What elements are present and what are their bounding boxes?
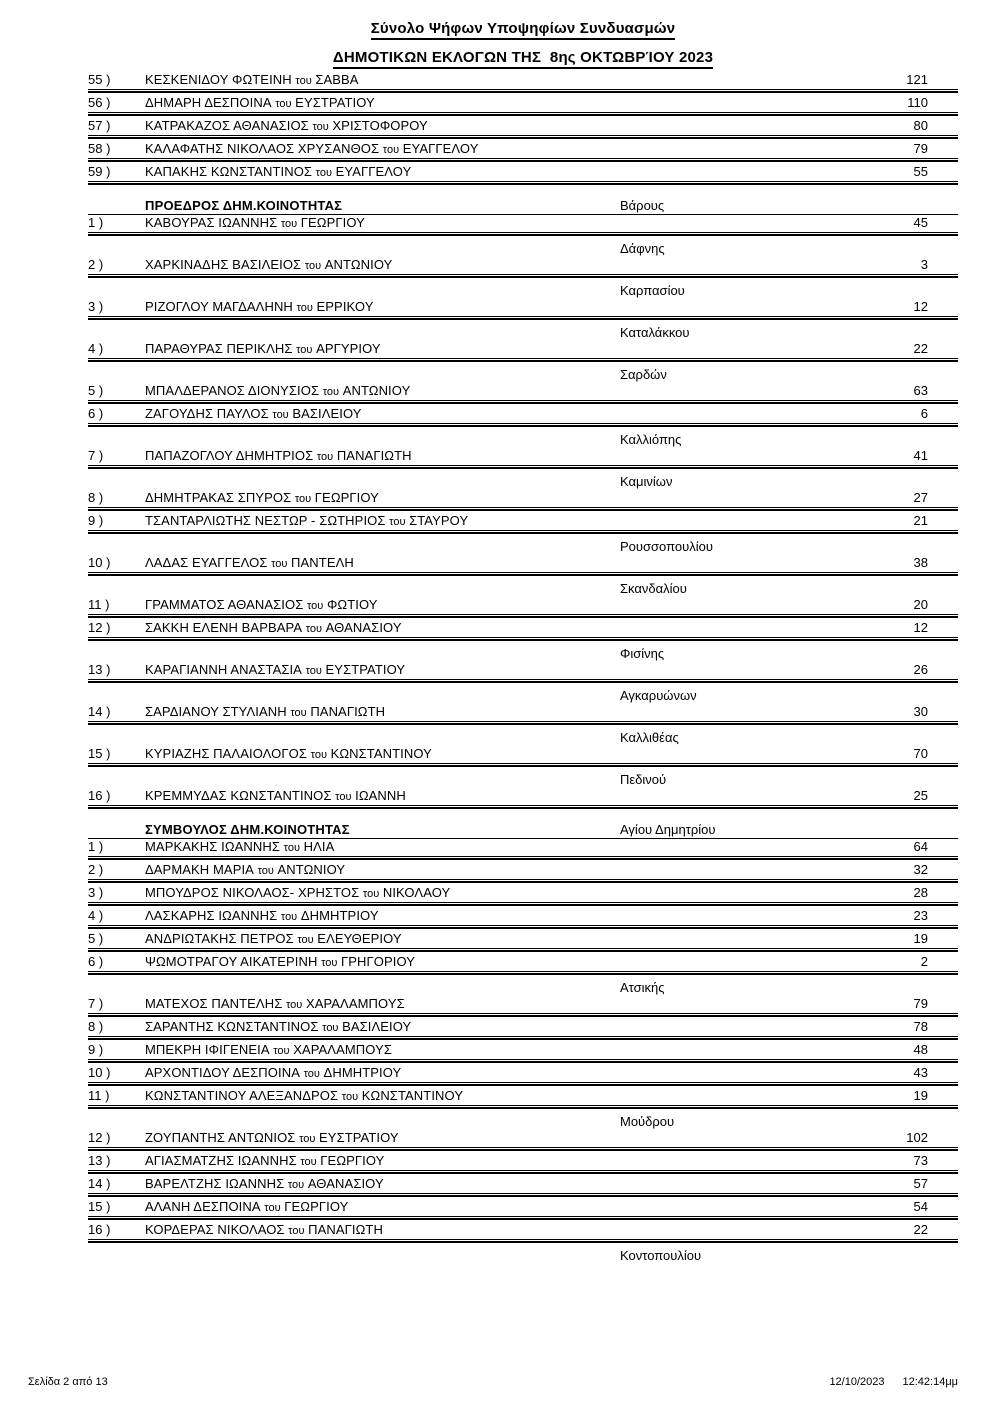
patronymic-connector: του bbox=[280, 911, 298, 923]
vote-count: 48 bbox=[913, 1042, 928, 1057]
candidate-name: ΜΑΡΚΑΚΗΣ ΙΩΑΝΝΗΣ bbox=[145, 839, 281, 854]
patronymic-connector: του bbox=[295, 75, 312, 87]
vote-count: 21 bbox=[913, 513, 928, 528]
vote-count: 80 bbox=[913, 118, 928, 133]
vote-count: 43 bbox=[913, 1065, 928, 1080]
candidate-row bbox=[88, 746, 958, 764]
candidate-patronymic: ΙΩΑΝΝΗ bbox=[355, 788, 406, 803]
vote-count: 78 bbox=[913, 1019, 928, 1034]
vote-count: 54 bbox=[913, 1199, 928, 1214]
candidate-row bbox=[88, 555, 958, 573]
candidate-patronymic: ΗΛΙΑ bbox=[303, 839, 335, 854]
report-title: Σύνολο Ψήφων Υποψηφίων Συνδυασμών bbox=[371, 21, 676, 40]
patronymic-connector: του bbox=[306, 600, 324, 612]
candidate-number: 14 ) bbox=[88, 704, 111, 719]
candidate-number: 4 ) bbox=[88, 908, 104, 923]
candidate-row bbox=[88, 620, 958, 638]
candidate-patronymic: ΣΤΑΥΡΟΥ bbox=[409, 513, 469, 528]
candidate-patronymic: ΒΑΣΙΛΕΙΟΥ bbox=[292, 406, 362, 421]
candidate-name: ΠΑΠΑΖΟΓΛΟΥ ΔΗΜΗΤΡΙΟΣ bbox=[145, 448, 314, 463]
vote-count: 73 bbox=[913, 1153, 928, 1168]
community-row bbox=[88, 433, 958, 446]
patronymic-connector: του bbox=[382, 144, 400, 156]
candidate-number: 3 ) bbox=[88, 299, 104, 314]
candidate-number: 7 ) bbox=[88, 996, 104, 1011]
patronymic-connector: του bbox=[283, 842, 300, 854]
candidate-patronymic: ΦΩΤΙΟΥ bbox=[326, 597, 378, 612]
candidate-number: 5 ) bbox=[88, 931, 104, 946]
candidate-number: 8 ) bbox=[88, 490, 104, 505]
community-name: Σκανδαλίου bbox=[620, 581, 687, 596]
candidate-number: 13 ) bbox=[88, 1153, 111, 1168]
candidate-number: 3 ) bbox=[88, 885, 104, 900]
candidate-name: ΚΑΛΑΦΑΤΗΣ ΝΙΚΟΛΑΟΣ ΧΡΥΣΑΝΘΟΣ bbox=[145, 141, 380, 156]
candidate-patronymic: ΠΑΝΑΓΙΩΤΗ bbox=[310, 704, 386, 719]
candidate-patronymic: ΕΥΑΓΓΕΛΟΥ bbox=[335, 164, 412, 179]
candidate-name: ΡΙΖΟΓΛΟΥ ΜΑΓΔΑΛΗΝΗ bbox=[145, 299, 293, 314]
candidate-patronymic: ΚΩΝΣΤΑΝΤΙΝΟΥ bbox=[361, 1088, 464, 1103]
candidate-row bbox=[88, 490, 958, 508]
candidate-number: 13 ) bbox=[88, 662, 111, 677]
candidate-patronymic: ΑΘΑΝΑΣΙΟΥ bbox=[325, 620, 402, 635]
community-name: Καλλιθέας bbox=[620, 730, 679, 745]
patronymic-connector: του bbox=[299, 1133, 316, 1145]
candidate-row bbox=[88, 513, 958, 531]
patronymic-connector: του bbox=[304, 260, 322, 272]
candidate-number: 57 ) bbox=[88, 118, 111, 133]
candidate-number: 7 ) bbox=[88, 448, 104, 463]
candidate-name: ΚΟΡΔΕΡΑΣ ΝΙΚΟΛΑΟΣ bbox=[145, 1222, 285, 1237]
candidate-number: 10 ) bbox=[88, 1065, 111, 1080]
candidate-number: 1 ) bbox=[88, 215, 104, 230]
candidate-patronymic: ΒΑΣΙΛΕΙΟΥ bbox=[342, 1019, 412, 1034]
candidate-number: 14 ) bbox=[88, 1176, 111, 1191]
candidate-row bbox=[88, 1019, 958, 1037]
candidate-patronymic: ΔΗΜΗΤΡΙΟΥ bbox=[323, 1065, 402, 1080]
candidate-row bbox=[88, 1199, 958, 1217]
candidate-patronymic: ΝΙΚΟΛΑΟΥ bbox=[382, 885, 451, 900]
community-row bbox=[88, 731, 958, 744]
candidate-number: 11 ) bbox=[88, 1088, 110, 1103]
community-name: Φισίνης bbox=[620, 646, 665, 661]
patronymic-connector: του bbox=[275, 98, 292, 110]
candidate-number: 2 ) bbox=[88, 862, 104, 877]
candidate-patronymic: ΣΑΒΒΑ bbox=[315, 72, 359, 87]
community-row bbox=[88, 1115, 958, 1128]
community-row bbox=[88, 582, 958, 595]
candidate-number: 8 ) bbox=[88, 1019, 104, 1034]
community-row bbox=[88, 368, 958, 381]
patronymic-connector: του bbox=[310, 749, 327, 761]
patronymic-connector: του bbox=[321, 957, 338, 969]
print-datetime bbox=[829, 1376, 958, 1388]
candidate-row bbox=[88, 141, 958, 159]
candidate-number: 10 ) bbox=[88, 555, 111, 570]
candidate-patronymic: ΕΛΕΥΘΕΡΙΟΥ bbox=[317, 931, 402, 946]
patronymic-connector: του bbox=[294, 493, 312, 505]
candidate-patronymic: ΕΥΣΤΡΑΤΙΟΥ bbox=[319, 1130, 399, 1145]
community-name: Βάρους bbox=[620, 198, 665, 213]
community-name: Σαρδών bbox=[620, 367, 667, 382]
community-name: Ρουσσοπουλίου bbox=[620, 539, 713, 554]
candidate-row bbox=[88, 448, 958, 466]
vote-count: 3 bbox=[920, 257, 928, 272]
vote-count: 30 bbox=[913, 704, 928, 719]
candidate-row bbox=[88, 1176, 958, 1194]
candidate-number: 4 ) bbox=[88, 341, 104, 356]
patronymic-connector: του bbox=[290, 707, 307, 719]
candidate-row bbox=[88, 383, 958, 401]
community-name: Πεδινού bbox=[620, 772, 667, 787]
vote-count: 41 bbox=[913, 448, 928, 463]
candidate-name: ΒΑΡΕΛΤΖΗΣ ΙΩΑΝΝΗΣ bbox=[145, 1176, 285, 1191]
candidate-patronymic: ΓΕΩΡΓΙΟΥ bbox=[284, 1199, 349, 1214]
candidate-number: 2 ) bbox=[88, 257, 104, 272]
patronymic-connector: του bbox=[280, 218, 298, 230]
patronymic-connector: του bbox=[297, 934, 314, 946]
community-row bbox=[88, 981, 958, 994]
vote-count: 121 bbox=[906, 72, 928, 87]
page-footer bbox=[28, 1376, 958, 1388]
candidate-row bbox=[88, 215, 958, 233]
patronymic-connector: του bbox=[296, 344, 313, 356]
candidate-name: ΨΩΜΟΤΡΑΓΟΥ ΑΙΚΑΤΕΡΙΝΗ bbox=[145, 954, 318, 969]
community-name: Ατσικής bbox=[620, 980, 665, 995]
candidate-patronymic: ΔΗΜΗΤΡΙΟΥ bbox=[300, 908, 379, 923]
candidate-name: ΑΛΑΝΗ ΔΕΣΠΟΙΝΑ bbox=[145, 1199, 261, 1214]
community-name: Καμινίων bbox=[620, 474, 673, 489]
page-number-label: Σελίδα 2 από 13 bbox=[28, 1376, 108, 1388]
patronymic-connector: του bbox=[287, 1179, 305, 1191]
candidate-name: ΣΑΚΚΗ ΕΛΕΝΗ ΒΑΡΒΑΡΑ bbox=[145, 620, 303, 635]
candidate-row bbox=[88, 95, 958, 113]
candidate-number: 15 ) bbox=[88, 746, 111, 761]
candidate-row bbox=[88, 931, 958, 949]
results-table bbox=[88, 72, 958, 1262]
candidate-patronymic: ΧΑΡΑΛΑΜΠΟΥΣ bbox=[293, 1042, 392, 1057]
vote-count: 28 bbox=[913, 885, 928, 900]
candidate-number: 9 ) bbox=[88, 513, 104, 528]
vote-count: 110 bbox=[907, 95, 928, 110]
candidate-name: ΖΑΓΟΥΔΗΣ ΠΑΥΛΟΣ bbox=[145, 406, 269, 421]
candidate-name: ΛΑΣΚΑΡΗΣ ΙΩΑΝΝΗΣ bbox=[145, 908, 278, 923]
patronymic-connector: του bbox=[312, 121, 329, 133]
candidate-row bbox=[88, 164, 958, 182]
candidate-patronymic: ΕΡΡΙΚΟΥ bbox=[316, 299, 374, 314]
candidate-name: ΚΡΕΜΜΥΔΑΣ ΚΩΝΣΤΑΝΤΙΝΟΣ bbox=[145, 788, 332, 803]
candidate-name: ΔΑΡΜΑΚΗ ΜΑΡΙΑ bbox=[145, 862, 254, 877]
candidate-patronymic: ΠΑΝΑΓΙΩΤΗ bbox=[336, 448, 412, 463]
patronymic-connector: του bbox=[303, 1068, 320, 1080]
candidate-patronymic: ΑΝΤΩΝΙΟΥ bbox=[324, 257, 393, 272]
vote-count: 64 bbox=[913, 839, 928, 854]
candidate-name: ΛΑΔΑΣ ΕΥΑΓΓΕΛΟΣ bbox=[145, 555, 268, 570]
candidate-name: ΜΠΟΥΔΡΟΣ ΝΙΚΟΛΑΟΣ- ΧΡΗΣΤΟΣ bbox=[145, 885, 360, 900]
vote-count: 22 bbox=[913, 341, 928, 356]
candidate-name: ΜΑΤΕΧΟΣ ΠΑΝΤΕΛΗΣ bbox=[145, 996, 283, 1011]
candidate-name: ΠΑΡΑΘΥΡΑΣ ΠΕΡΙΚΛΗΣ bbox=[145, 341, 293, 356]
candidate-name: ΚΕΣΚΕΝΙΔΟΥ ΦΩΤΕΙΝΗ bbox=[145, 72, 292, 87]
candidate-name: ΚΩΝΣΤΑΝΤΙΝΟΥ ΑΛΕΞΑΝΔΡΟΣ bbox=[145, 1088, 339, 1103]
patronymic-connector: του bbox=[272, 409, 289, 421]
community-name: Μούδρου bbox=[620, 1114, 675, 1129]
candidate-number: 11 ) bbox=[88, 597, 110, 612]
candidate-name: ΑΝΔΡΙΩΤΑΚΗΣ ΠΕΤΡΟΣ bbox=[145, 931, 294, 946]
vote-count: 12 bbox=[913, 620, 928, 635]
candidate-patronymic: ΑΝΤΩΝΙΟΥ bbox=[342, 383, 411, 398]
candidate-name: ΚΑΒΟΥΡΑΣ ΙΩΑΝΝΗΣ bbox=[145, 215, 278, 230]
print-time: 12:42:14μμ bbox=[902, 1376, 958, 1388]
report-subtitle: ΔΗΜΟΤΙΚΩΝ ΕΚΛΟΓΩΝ ΤΗΣ 8ης ΟΚΤΩΒΡΊΟΥ 2023 bbox=[333, 50, 713, 69]
vote-count: 2 bbox=[920, 954, 928, 969]
report-header bbox=[88, 20, 958, 69]
patronymic-connector: του bbox=[264, 1202, 281, 1214]
candidate-row bbox=[88, 996, 958, 1014]
community-row bbox=[88, 540, 958, 553]
candidate-patronymic: ΓΕΩΡΓΙΟΥ bbox=[300, 215, 365, 230]
candidate-number: 5 ) bbox=[88, 383, 104, 398]
candidate-name: ΑΓΙΑΣΜΑΤΖΗΣ ΙΩΑΝΝΗΣ bbox=[145, 1153, 297, 1168]
community-row bbox=[88, 284, 958, 297]
candidate-row bbox=[88, 662, 958, 680]
candidate-name: ΣΑΡΔΙΑΝΟΥ ΣΤΥΛΙΑΝΗ bbox=[145, 704, 287, 719]
patronymic-connector: του bbox=[300, 1156, 317, 1168]
vote-count: 12 bbox=[913, 299, 928, 314]
vote-count: 19 bbox=[913, 1088, 928, 1103]
candidate-number: 59 ) bbox=[88, 164, 111, 179]
patronymic-connector: του bbox=[273, 1045, 290, 1057]
section-title: ΠΡΟΕΔΡΟΣ ΔΗΜ.ΚΟΙΝΟΤΗΤΑΣ bbox=[145, 198, 343, 213]
patronymic-connector: του bbox=[362, 888, 380, 900]
community-name: Κοντοπουλίου bbox=[620, 1248, 702, 1263]
vote-count: 63 bbox=[913, 383, 928, 398]
vote-count: 32 bbox=[913, 862, 928, 877]
community-row bbox=[88, 242, 958, 255]
community-row bbox=[88, 689, 958, 702]
vote-count: 55 bbox=[913, 164, 928, 179]
candidate-row bbox=[88, 862, 958, 880]
candidate-patronymic: ΓΡΗΓΟΡΙΟΥ bbox=[341, 954, 416, 969]
patronymic-connector: του bbox=[271, 558, 288, 570]
print-date: 12/10/2023 bbox=[829, 1376, 885, 1388]
vote-count: 22 bbox=[913, 1222, 928, 1237]
section-header-row bbox=[88, 198, 958, 215]
candidate-name: ΚΥΡΙΑΖΗΣ ΠΑΛΑΙΟΛΟΓΟΣ bbox=[145, 746, 308, 761]
candidate-name: ΖΟΥΠΑΝΤΗΣ ΑΝΤΩΝΙΟΣ bbox=[145, 1130, 296, 1145]
candidate-number: 12 ) bbox=[88, 1130, 111, 1145]
community-name: Καλλιόπης bbox=[620, 432, 682, 447]
vote-count: 27 bbox=[913, 490, 928, 505]
candidate-row bbox=[88, 406, 958, 424]
candidate-name: ΚΑΡΑΓΙΑΝΝΗ ΑΝΑΣΤΑΣΙΑ bbox=[145, 662, 302, 677]
candidate-number: 9 ) bbox=[88, 1042, 104, 1057]
candidate-row bbox=[88, 118, 958, 136]
candidate-name: ΣΑΡΑΝΤΗΣ ΚΩΝΣΤΑΝΤΙΝΟΣ bbox=[145, 1019, 319, 1034]
candidate-name: ΤΣΑΝΤΑΡΛΙΩΤΗΣ ΝΕΣΤΩΡ - ΣΩΤΗΡΙΟΣ bbox=[145, 513, 386, 528]
candidate-name: ΑΡΧΟΝΤΙΔΟΥ ΔΕΣΠΟΙΝΑ bbox=[145, 1065, 300, 1080]
candidate-row bbox=[88, 704, 958, 722]
vote-count: 70 bbox=[913, 746, 928, 761]
candidate-name: ΜΠΕΚΡΗ ΙΦΙΓΕΝΕΙΑ bbox=[145, 1042, 270, 1057]
candidate-patronymic: ΧΡΙΣΤΟΦΟΡΟΥ bbox=[332, 118, 428, 133]
community-name: Καταλάκκου bbox=[620, 325, 690, 340]
candidate-row bbox=[88, 299, 958, 317]
section-title: ΣΥΜΒΟΥΛΟΣ ΔΗΜ.ΚΟΙΝΟΤΗΤΑΣ bbox=[145, 822, 350, 837]
candidate-patronymic: ΑΝΤΩΝΙΟΥ bbox=[277, 862, 346, 877]
vote-count: 57 bbox=[913, 1176, 928, 1191]
candidate-patronymic: ΠΑΝΑΓΙΩΤΗ bbox=[308, 1222, 383, 1237]
report-content bbox=[88, 20, 958, 1264]
community-name: Αγκαρυώνων bbox=[620, 688, 697, 703]
candidate-name: ΔΗΜΑΡΗ ΔΕΣΠΟΙΝΑ bbox=[145, 95, 272, 110]
candidate-name: ΚΑΠΑΚΗΣ ΚΩΝΣΤΑΝΤΙΝΟΣ bbox=[145, 164, 313, 179]
candidate-patronymic: ΕΥΣΤΡΑΤΙΟΥ bbox=[325, 662, 406, 677]
candidate-patronymic: ΑΘΑΝΑΣΙΟΥ bbox=[307, 1176, 384, 1191]
candidate-row bbox=[88, 1130, 958, 1148]
community-row bbox=[88, 1249, 958, 1262]
patronymic-connector: του bbox=[257, 865, 274, 877]
candidate-number: 6 ) bbox=[88, 406, 104, 421]
vote-count: 102 bbox=[906, 1130, 928, 1145]
patronymic-connector: του bbox=[316, 451, 334, 463]
candidate-row bbox=[88, 597, 958, 615]
candidate-number: 6 ) bbox=[88, 954, 104, 969]
candidate-number: 15 ) bbox=[88, 1199, 111, 1214]
patronymic-connector: του bbox=[315, 167, 332, 179]
candidate-patronymic: ΕΥΑΓΓΕΛΟΥ bbox=[402, 141, 479, 156]
patronymic-connector: του bbox=[341, 1091, 359, 1103]
candidate-row bbox=[88, 1222, 958, 1240]
candidate-number: 55 ) bbox=[88, 72, 111, 87]
candidate-patronymic: ΕΥΣΤΡΑΤΙΟΥ bbox=[295, 95, 375, 110]
candidate-number: 1 ) bbox=[88, 839, 104, 854]
community-name: Δάφνης bbox=[620, 241, 665, 256]
vote-count: 79 bbox=[913, 996, 928, 1011]
vote-count: 6 bbox=[920, 406, 928, 421]
candidate-name: ΔΗΜΗΤΡΑΚΑΣ ΣΠΥΡΟΣ bbox=[145, 490, 292, 505]
patronymic-connector: του bbox=[285, 999, 303, 1011]
candidate-row bbox=[88, 341, 958, 359]
candidate-number: 12 ) bbox=[88, 620, 111, 635]
candidate-name: ΧΑΡΚΙΝΑΔΗΣ ΒΑΣΙΛΕΙΟΣ bbox=[145, 257, 302, 272]
candidate-number: 56 ) bbox=[88, 95, 111, 110]
patronymic-connector: του bbox=[389, 516, 406, 528]
vote-count: 79 bbox=[913, 141, 928, 156]
patronymic-connector: του bbox=[305, 665, 322, 677]
patronymic-connector: του bbox=[305, 623, 323, 635]
candidate-row bbox=[88, 1065, 958, 1083]
candidate-number: 16 ) bbox=[88, 1222, 111, 1237]
candidate-row bbox=[88, 885, 958, 903]
candidate-row bbox=[88, 257, 958, 275]
vote-count: 38 bbox=[913, 555, 928, 570]
community-name: Καρπασίου bbox=[620, 283, 685, 298]
community-row bbox=[88, 475, 958, 488]
vote-count: 25 bbox=[913, 788, 928, 803]
candidate-patronymic: ΚΩΝΣΤΑΝΤΙΝΟΥ bbox=[330, 746, 432, 761]
candidate-row bbox=[88, 788, 958, 806]
community-name: Αγίου Δημητρίου bbox=[620, 822, 716, 837]
community-row bbox=[88, 773, 958, 786]
patronymic-connector: του bbox=[296, 302, 313, 314]
candidate-patronymic: ΓΕΩΡΓΙΟΥ bbox=[314, 490, 379, 505]
patronymic-connector: του bbox=[288, 1225, 305, 1237]
vote-count: 19 bbox=[913, 931, 928, 946]
candidate-name: ΜΠΑΛΔΕΡΑΝΟΣ ΔΙΟΝΥΣΙΟΣ bbox=[145, 383, 320, 398]
candidate-row bbox=[88, 72, 958, 90]
candidate-name: ΓΡΑΜΜΑΤΟΣ ΑΘΑΝΑΣΙΟΣ bbox=[145, 597, 304, 612]
patronymic-connector: του bbox=[322, 386, 340, 398]
vote-count: 45 bbox=[913, 215, 928, 230]
candidate-number: 16 ) bbox=[88, 788, 111, 803]
candidate-row bbox=[88, 1088, 958, 1106]
candidate-patronymic: ΑΡΓΥΡΙΟΥ bbox=[316, 341, 381, 356]
patronymic-connector: του bbox=[322, 1022, 339, 1034]
candidate-row bbox=[88, 1042, 958, 1060]
vote-count: 26 bbox=[913, 662, 928, 677]
candidate-patronymic: ΧΑΡΑΛΑΜΠΟΥΣ bbox=[305, 996, 405, 1011]
section-header-row bbox=[88, 822, 958, 839]
candidate-row bbox=[88, 839, 958, 857]
candidate-row bbox=[88, 908, 958, 926]
community-row bbox=[88, 647, 958, 660]
candidate-patronymic: ΠΑΝΤΕΛΗ bbox=[291, 555, 354, 570]
vote-count: 23 bbox=[913, 908, 928, 923]
candidate-patronymic: ΓΕΩΡΓΙΟΥ bbox=[320, 1153, 385, 1168]
candidate-name: ΚΑΤΡΑΚΑΖΟΣ ΑΘΑΝΑΣΙΟΣ bbox=[145, 118, 309, 133]
vote-count: 20 bbox=[913, 597, 928, 612]
community-row bbox=[88, 326, 958, 339]
patronymic-connector: του bbox=[335, 791, 352, 803]
candidate-row bbox=[88, 954, 958, 972]
candidate-number: 58 ) bbox=[88, 141, 111, 156]
candidate-row bbox=[88, 1153, 958, 1171]
